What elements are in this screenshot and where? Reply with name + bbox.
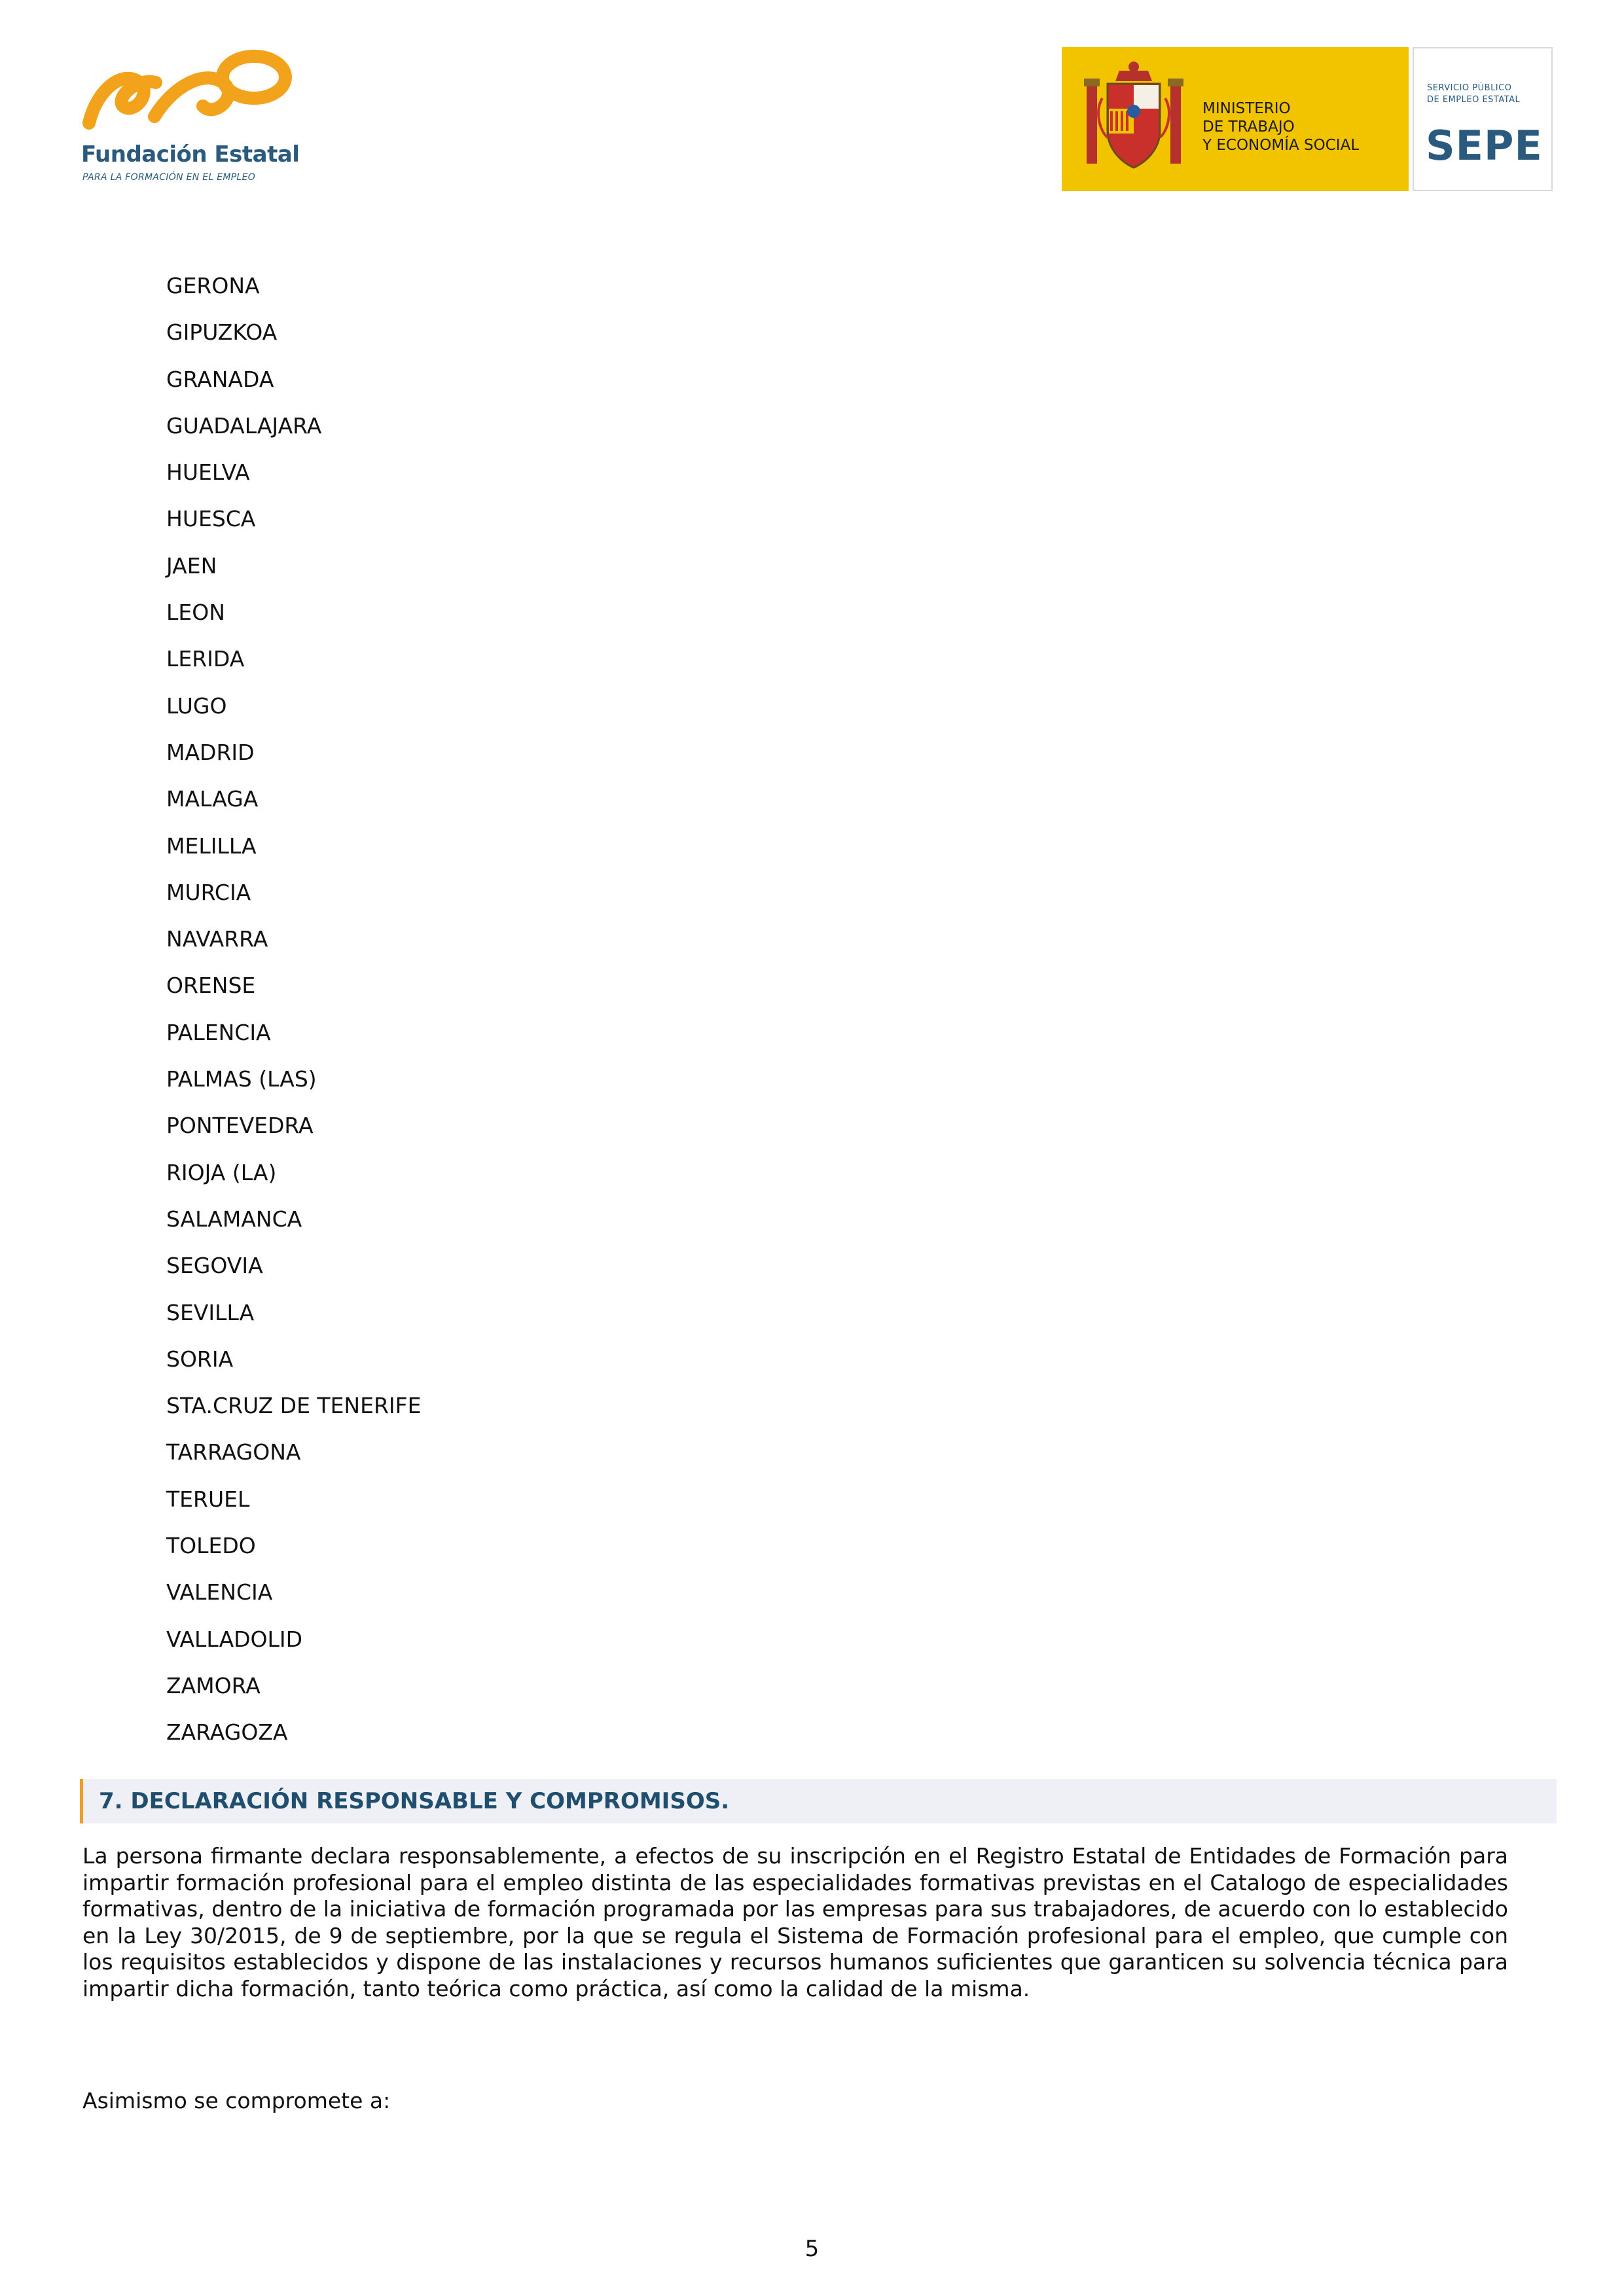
province-item: GERONA xyxy=(166,273,260,298)
section-heading xyxy=(80,1779,1557,1823)
fundae-tagline: PARA LA FORMACIÓN EN EL EMPLEO xyxy=(82,172,256,183)
province-item: NAVARRA xyxy=(166,926,268,952)
province-item: ORENSE xyxy=(166,973,256,999)
province-item: SALAMANCA xyxy=(166,1206,302,1232)
ministry-sepe-logo xyxy=(1062,47,1553,191)
province-item: MURCIA xyxy=(166,879,251,905)
declaration-paragraph: La persona firmante declara responsablemente, a efectos de su inscripción en el Registro Estatal de Entidades de Formación para impartir formación profesional para el empleo distinta de las especialidades formativas previstas en el Catalogo de especialidades formativas, dentro de la iniciativa de formación programada por las empresas para sus trabajadores, de acuerdo con lo establecido en la Ley 30/2015, de 9 de septiembre, por la que se regula el Sistema de Formación profesional para el empleo, que cumple con los requisitos establecidos y dispone de las instalaciones y recursos humanos suficientes que garanticen su solvencia técnica para impartir dicha formación, tanto teórica como práctica, así como la calidad de la misma. xyxy=(82,1843,1508,2001)
province-item: MADRID xyxy=(166,739,255,765)
province-item: GRANADA xyxy=(166,366,274,392)
ministry-banner xyxy=(1062,47,1409,191)
province-item: HUELVA xyxy=(166,459,250,486)
province-item: PALMAS (LAS) xyxy=(166,1066,317,1092)
province-item: LEON xyxy=(166,600,225,626)
fundae-name: Fundación Estatal xyxy=(81,141,300,168)
province-item: PONTEVEDRA xyxy=(166,1113,314,1139)
province-item: VALLADOLID xyxy=(166,1626,303,1652)
page-number: 5 xyxy=(804,2236,820,2262)
province-item: GUADALAJARA xyxy=(166,412,322,439)
province-item: HUESCA xyxy=(166,506,256,532)
province-item: ZARAGOZA xyxy=(166,1719,288,1746)
sepe-logo xyxy=(1413,47,1553,191)
province-list xyxy=(166,273,421,1767)
province-item: TOLEDO xyxy=(166,1533,256,1559)
province-item: MELILLA xyxy=(166,833,257,859)
province-item: MALAGA xyxy=(166,786,259,812)
province-item: SEGOVIA xyxy=(166,1253,263,1279)
province-item: ZAMORA xyxy=(166,1672,261,1698)
province-item: TARRAGONA xyxy=(166,1439,301,1465)
ministry-name: MINISTERIO DE TRABAJO Y ECONOMÍA SOCIAL xyxy=(1202,100,1360,154)
province-item: RIOJA (LA) xyxy=(166,1159,277,1185)
sepe-acronym: SEPE xyxy=(1426,122,1543,170)
province-item: STA.CRUZ DE TENERIFE xyxy=(166,1393,422,1419)
province-item: VALENCIA xyxy=(166,1579,273,1605)
province-item: PALENCIA xyxy=(166,1019,271,1045)
province-item: GIPUZKOA xyxy=(166,319,278,346)
commitment-intro: Asimismo se compromete a: xyxy=(82,2088,391,2113)
province-item: TERUEL xyxy=(166,1486,250,1512)
province-item: SEVILLA xyxy=(166,1299,255,1325)
fundae-symbol-icon xyxy=(77,43,293,135)
province-item: LUGO xyxy=(166,692,227,719)
section-heading-text: 7. DECLARACIÓN RESPONSABLE Y COMPROMISOS. xyxy=(99,1788,730,1814)
fundae-logo xyxy=(77,43,300,194)
sepe-service-name: SERVICIO PÚBLICO DE EMPLEO ESTATAL xyxy=(1427,83,1521,105)
province-item: LERIDA xyxy=(166,646,245,672)
coat-of-arms-icon xyxy=(1081,59,1186,177)
province-item: SORIA xyxy=(166,1346,234,1372)
province-item: JAEN xyxy=(166,552,217,579)
